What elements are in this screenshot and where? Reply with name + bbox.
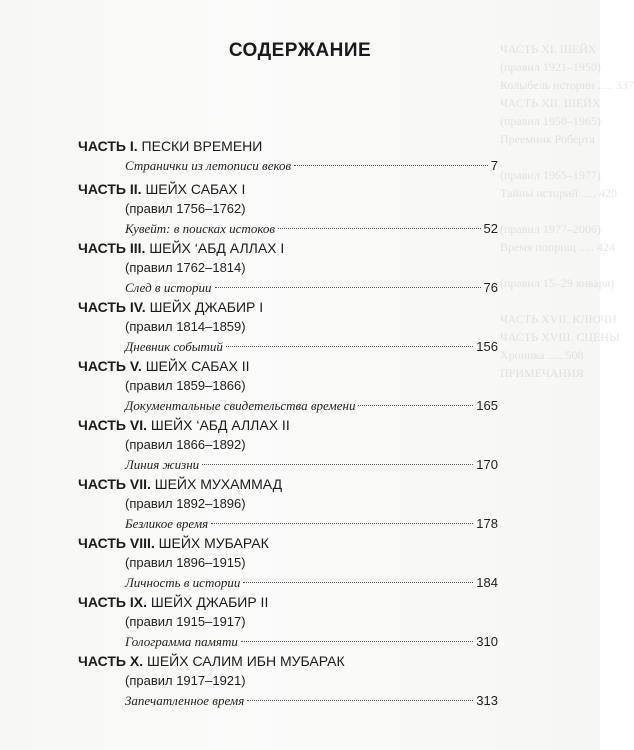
part-name: ШЕЙХ САБАХ I	[145, 181, 246, 197]
section-line	[125, 278, 498, 298]
page-number: 76	[483, 280, 498, 295]
section-line	[125, 219, 498, 239]
part-label: ЧАСТЬ X.	[78, 653, 144, 669]
dot-leader	[226, 346, 473, 347]
part-name: ШЕЙХ ‘АБД АЛЛАХ I	[149, 240, 285, 256]
dot-leader	[241, 641, 473, 642]
part-heading	[78, 356, 498, 376]
page-number: 7	[490, 158, 498, 173]
part-label: ЧАСТЬ III.	[78, 240, 146, 256]
part-label: ЧАСТЬ VIII.	[78, 535, 155, 551]
reign-years: (правил 1756–1762)	[125, 201, 246, 216]
part-heading	[78, 297, 498, 317]
section-title: Кувейт: в поисках истоков	[125, 221, 276, 236]
dot-leader	[243, 582, 473, 583]
section-line	[125, 632, 498, 652]
toc-entry	[78, 474, 498, 534]
section-line	[125, 396, 498, 416]
part-heading	[78, 136, 498, 156]
toc-entry	[78, 356, 498, 416]
dot-leader	[294, 165, 488, 166]
reign-years: (правил 1892–1896)	[125, 496, 246, 511]
part-label: ЧАСТЬ II.	[78, 181, 142, 197]
section-title: Линия жизни	[125, 457, 200, 472]
part-name: ШЕЙХ МУХАММАД	[154, 476, 283, 492]
page-title: СОДЕРЖАНИЕ	[228, 40, 372, 61]
reign-years: (правил 1896–1915)	[125, 555, 246, 570]
part-name: ШЕЙХ ‘АБД АЛЛАХ II	[150, 417, 290, 433]
dot-leader	[202, 464, 473, 465]
section-title: Личность в истории	[125, 575, 241, 590]
section-title: Безликое время	[125, 516, 209, 531]
page-number: 178	[476, 516, 498, 531]
reign-years: (правил 1917–1921)	[125, 673, 246, 688]
section-title: Дневник событий	[125, 339, 223, 354]
toc-entry	[78, 651, 498, 711]
part-heading	[78, 592, 498, 612]
part-label: ЧАСТЬ I.	[78, 138, 138, 154]
section-title: Странички из летописи веков	[125, 158, 292, 173]
page-number: 52	[483, 221, 498, 236]
reign-years: (правил 1866–1892)	[125, 437, 246, 452]
toc-entry	[78, 415, 498, 475]
bleed-through-text: ЧАСТЬ XI. ШЕЙХ (правил 1921–1950) Колыбель истории ..... 337 ЧАСТЬ XII. ШЕЙХ (правил 1950–1965) Преемник Роберта (правил 1965–1977) Тайны историй ..... 420 (правил 1977–2006) Время поприщ ..... 424 (правил 15–29 января) ЧАСТЬ XVII. КЛЮЧИ ЧАСТЬ XVIII. СЦЕНЫ Хроника ..... 508 ПРИМЕЧАНИЯ	[500, 42, 634, 380]
page-number: 313	[476, 693, 498, 708]
part-name: ШЕЙХ ДЖАБИР II	[150, 594, 269, 610]
toc-entry	[78, 297, 498, 357]
part-heading	[78, 474, 498, 494]
section-line	[125, 337, 498, 357]
section-line	[125, 573, 498, 593]
section-title: Документальные свидетельства времени	[125, 398, 356, 413]
part-label: ЧАСТЬ IX.	[78, 594, 147, 610]
dot-leader	[358, 405, 473, 406]
section-title: Запечатленное время	[125, 693, 245, 708]
part-heading	[78, 238, 498, 258]
dot-leader	[211, 523, 473, 524]
part-heading	[78, 415, 498, 435]
page-number: 184	[476, 575, 498, 590]
section-title: Голограмма памяти	[125, 634, 238, 649]
toc-entry	[78, 592, 498, 652]
part-label: ЧАСТЬ VI.	[78, 417, 147, 433]
reign-years: (правил 1915–1917)	[125, 614, 246, 629]
dot-leader	[215, 287, 481, 288]
part-label: ЧАСТЬ VII.	[78, 476, 151, 492]
reign-years: (правил 1762–1814)	[125, 260, 246, 275]
section-line	[125, 691, 498, 711]
page-number: 156	[476, 339, 498, 354]
page-number: 310	[476, 634, 498, 649]
part-name: ШЕЙХ МУБАРАК	[158, 535, 269, 551]
dot-leader	[278, 228, 480, 229]
reign-years: (правил 1859–1866)	[125, 378, 246, 393]
part-heading	[78, 651, 498, 671]
toc-entry	[78, 238, 498, 298]
toc-entry	[78, 136, 498, 176]
dot-leader	[247, 700, 473, 701]
toc-entry	[78, 533, 498, 593]
toc-entry	[78, 179, 498, 239]
section-line	[125, 514, 498, 534]
part-name: ШЕЙХ САБАХ II	[145, 358, 250, 374]
reign-years: (правил 1814–1859)	[125, 319, 246, 334]
part-label: ЧАСТЬ IV.	[78, 299, 146, 315]
section-line	[125, 156, 498, 176]
part-heading	[78, 179, 498, 199]
part-heading	[78, 533, 498, 553]
part-name: ШЕЙХ САЛИМ ИБН МУБАРАК	[146, 653, 345, 669]
page-number: 170	[476, 457, 498, 472]
page-number: 165	[476, 398, 498, 413]
section-line	[125, 455, 498, 475]
section-title: След в истории	[125, 280, 212, 295]
part-name: ШЕЙХ ДЖАБИР I	[149, 299, 264, 315]
part-label: ЧАСТЬ V.	[78, 358, 142, 374]
part-name: ПЕСКИ ВРЕМЕНИ	[141, 138, 263, 154]
